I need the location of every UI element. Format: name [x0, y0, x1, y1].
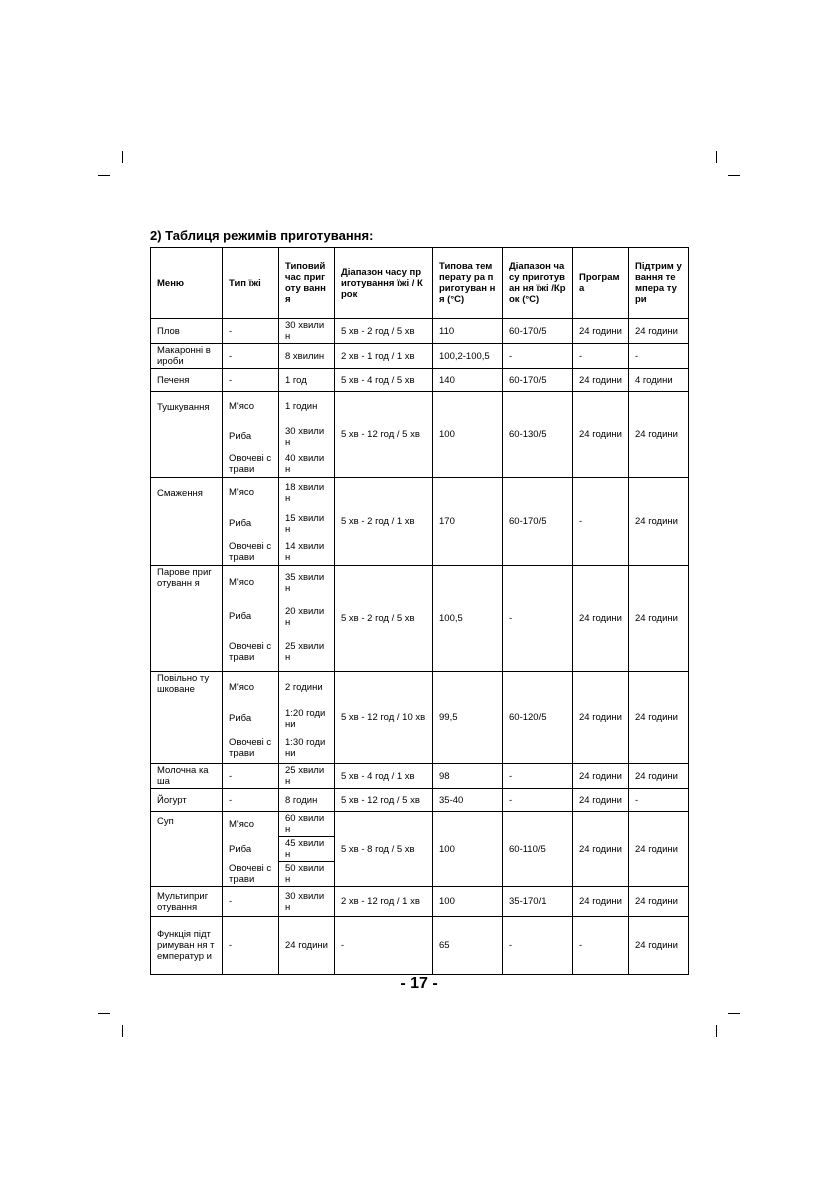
food-cell: - [223, 369, 279, 392]
crop-mark [98, 1013, 110, 1014]
temp-range-cell: - [503, 789, 573, 812]
keep-cell: 24 години [629, 812, 689, 887]
menu-cell: Мультиприг отування [151, 887, 223, 917]
program-cell: 24 години [573, 812, 629, 887]
time-range-cell: 5 хв - 4 год / 5 хв [335, 369, 433, 392]
food-cell: Риба [223, 704, 279, 734]
table-row [151, 319, 689, 344]
cooking-modes-table [150, 247, 689, 975]
food-cell: Риба [223, 600, 279, 634]
program-cell: - [573, 478, 629, 566]
time-cell: 30 хвилин [279, 422, 335, 452]
menu-cell: Макаронні вироби [151, 344, 223, 369]
keep-cell: 24 години [629, 392, 689, 478]
time-cell: 50 хвилин [279, 862, 335, 887]
program-cell: 24 години [573, 319, 629, 344]
header-time-range: Діапазон часу приготування їжі / Крок [335, 248, 433, 319]
program-cell: 24 години [573, 392, 629, 478]
table-row [151, 887, 689, 917]
temp-cell: 35-40 [433, 789, 503, 812]
time-range-cell: 2 хв - 1 год / 1 хв [335, 344, 433, 369]
header-program: Програм а [573, 248, 629, 319]
time-cell: 2 години [279, 672, 335, 704]
header-typical-temp: Типова температу ра приготуван ня (°C) [433, 248, 503, 319]
time-cell: 25 хвилин [279, 634, 335, 672]
program-cell: 24 години [573, 764, 629, 789]
food-cell: Риба [223, 837, 279, 862]
temp-range-cell: 60-170/5 [503, 319, 573, 344]
program-cell: 24 години [573, 566, 629, 672]
temp-cell: 100 [433, 812, 503, 887]
time-cell: 45 хвилин [279, 837, 335, 862]
crop-mark [122, 151, 123, 163]
menu-cell: Молочна каша [151, 764, 223, 789]
time-cell: 24 години [279, 917, 335, 975]
keep-cell: 24 години [629, 566, 689, 672]
keep-cell: 24 години [629, 672, 689, 764]
time-range-cell: 5 хв - 12 год / 5 хв [335, 392, 433, 478]
crop-mark [728, 1013, 740, 1014]
food-cell: М'ясо [223, 478, 279, 508]
program-cell: 24 години [573, 672, 629, 764]
header-menu: Меню [151, 248, 223, 319]
temp-cell: 110 [433, 319, 503, 344]
temp-range-cell: 35-170/1 [503, 887, 573, 917]
crop-mark [716, 1025, 717, 1037]
menu-cell: Плов [151, 319, 223, 344]
time-range-cell: 5 хв - 4 год / 1 хв [335, 764, 433, 789]
time-range-cell: 5 хв - 2 год / 5 хв [335, 319, 433, 344]
time-range-cell: 5 хв - 2 год / 5 хв [335, 566, 433, 672]
temp-cell: 100,2-100,5 [433, 344, 503, 369]
temp-range-cell: - [503, 764, 573, 789]
temp-cell: 65 [433, 917, 503, 975]
food-cell: - [223, 789, 279, 812]
time-cell: 1:20 години [279, 704, 335, 734]
temp-range-cell: - [503, 917, 573, 975]
time-cell: 18 хвилин [279, 478, 335, 508]
time-cell: 60 хвилин [279, 812, 335, 837]
temp-range-cell: 60-110/5 [503, 812, 573, 887]
crop-mark [98, 175, 110, 176]
food-cell: - [223, 917, 279, 975]
program-cell: 24 години [573, 789, 629, 812]
menu-cell: Йогурт [151, 789, 223, 812]
food-cell: - [223, 887, 279, 917]
table-header-row [151, 248, 689, 319]
keep-cell: 24 години [629, 478, 689, 566]
time-cell: 8 годин [279, 789, 335, 812]
table-row [151, 764, 689, 789]
menu-cell: Смаження [151, 478, 223, 566]
temp-cell: 100 [433, 392, 503, 478]
temp-range-cell: 60-120/5 [503, 672, 573, 764]
food-cell: М'ясо [223, 566, 279, 600]
keep-cell: 24 години [629, 887, 689, 917]
time-cell: 8 хвилин [279, 344, 335, 369]
food-cell: М'ясо [223, 812, 279, 837]
time-range-cell: 5 хв - 2 год / 1 хв [335, 478, 433, 566]
menu-cell: Повільно тушковане [151, 672, 223, 764]
crop-mark [728, 175, 740, 176]
program-cell: 24 години [573, 369, 629, 392]
temp-range-cell: - [503, 344, 573, 369]
header-typical-time: Типовий час приготу вання [279, 248, 335, 319]
food-cell: - [223, 344, 279, 369]
time-range-cell: - [335, 917, 433, 975]
temp-cell: 100,5 [433, 566, 503, 672]
table-row [151, 369, 689, 392]
keep-cell: - [629, 789, 689, 812]
temp-cell: 140 [433, 369, 503, 392]
temp-cell: 99,5 [433, 672, 503, 764]
time-cell: 30 хвилин [279, 319, 335, 344]
temp-range-cell: - [503, 566, 573, 672]
page-number: - 17 - [400, 975, 438, 992]
time-cell: 1 год [279, 369, 335, 392]
crop-mark [122, 1025, 123, 1037]
time-range-cell: 5 хв - 12 год / 10 хв [335, 672, 433, 764]
time-cell: 1 годин [279, 392, 335, 422]
time-range-cell: 5 хв - 12 год / 5 хв [335, 789, 433, 812]
food-cell: Овочеві страви [223, 540, 279, 566]
keep-cell: 24 години [629, 917, 689, 975]
temp-cell: 98 [433, 764, 503, 789]
temp-range-cell: 60-130/5 [503, 392, 573, 478]
table-row [151, 812, 689, 837]
keep-cell: 24 години [629, 319, 689, 344]
header-food-type: Тип їжі [223, 248, 279, 319]
keep-cell: 24 години [629, 764, 689, 789]
time-range-cell: 2 хв - 12 год / 1 хв [335, 887, 433, 917]
program-cell: - [573, 917, 629, 975]
temp-cell: 170 [433, 478, 503, 566]
time-cell: 25 хвилин [279, 764, 335, 789]
program-cell: - [573, 344, 629, 369]
time-cell: 1:30 години [279, 734, 335, 764]
keep-cell: - [629, 344, 689, 369]
table-row [151, 566, 689, 600]
program-cell: 24 години [573, 887, 629, 917]
menu-cell: Функція підтримуван ня температур и [151, 917, 223, 975]
food-cell: Овочеві страви [223, 734, 279, 764]
food-cell: Риба [223, 422, 279, 452]
temp-range-cell: 60-170/5 [503, 369, 573, 392]
table-row [151, 672, 689, 704]
food-cell: Овочеві страви [223, 452, 279, 478]
table-row [151, 789, 689, 812]
temp-cell: 100 [433, 887, 503, 917]
food-cell: Овочеві страви [223, 862, 279, 887]
header-temp-range: Діапазон часу приготуван ня їжі /Крок (°C) [503, 248, 573, 319]
time-cell: 40 хвилин [279, 452, 335, 478]
section-title: 2) Таблиця режимів приготування: [150, 228, 374, 243]
food-cell: Овочеві страви [223, 634, 279, 672]
table-row [151, 344, 689, 369]
table-row [151, 392, 689, 422]
time-range-cell: 5 хв - 8 год / 5 хв [335, 812, 433, 887]
header-keep-warm: Підтрим ування темпера тури [629, 248, 689, 319]
time-cell: 35 хвилин [279, 566, 335, 600]
time-cell: 14 хвилин [279, 540, 335, 566]
temp-range-cell: 60-170/5 [503, 478, 573, 566]
food-cell: М'ясо [223, 392, 279, 422]
food-cell: - [223, 764, 279, 789]
crop-mark [716, 151, 717, 163]
food-cell: М'ясо [223, 672, 279, 704]
table-row [151, 917, 689, 975]
menu-cell: Суп [151, 812, 223, 887]
food-cell: Риба [223, 508, 279, 540]
menu-cell: Печеня [151, 369, 223, 392]
time-cell: 20 хвилин [279, 600, 335, 634]
menu-cell: Тушкування [151, 392, 223, 478]
table-row [151, 478, 689, 508]
time-cell: 30 хвилин [279, 887, 335, 917]
time-cell: 15 хвилин [279, 508, 335, 540]
food-cell: - [223, 319, 279, 344]
keep-cell: 4 години [629, 369, 689, 392]
menu-cell: Парове приготуванн я [151, 566, 223, 672]
